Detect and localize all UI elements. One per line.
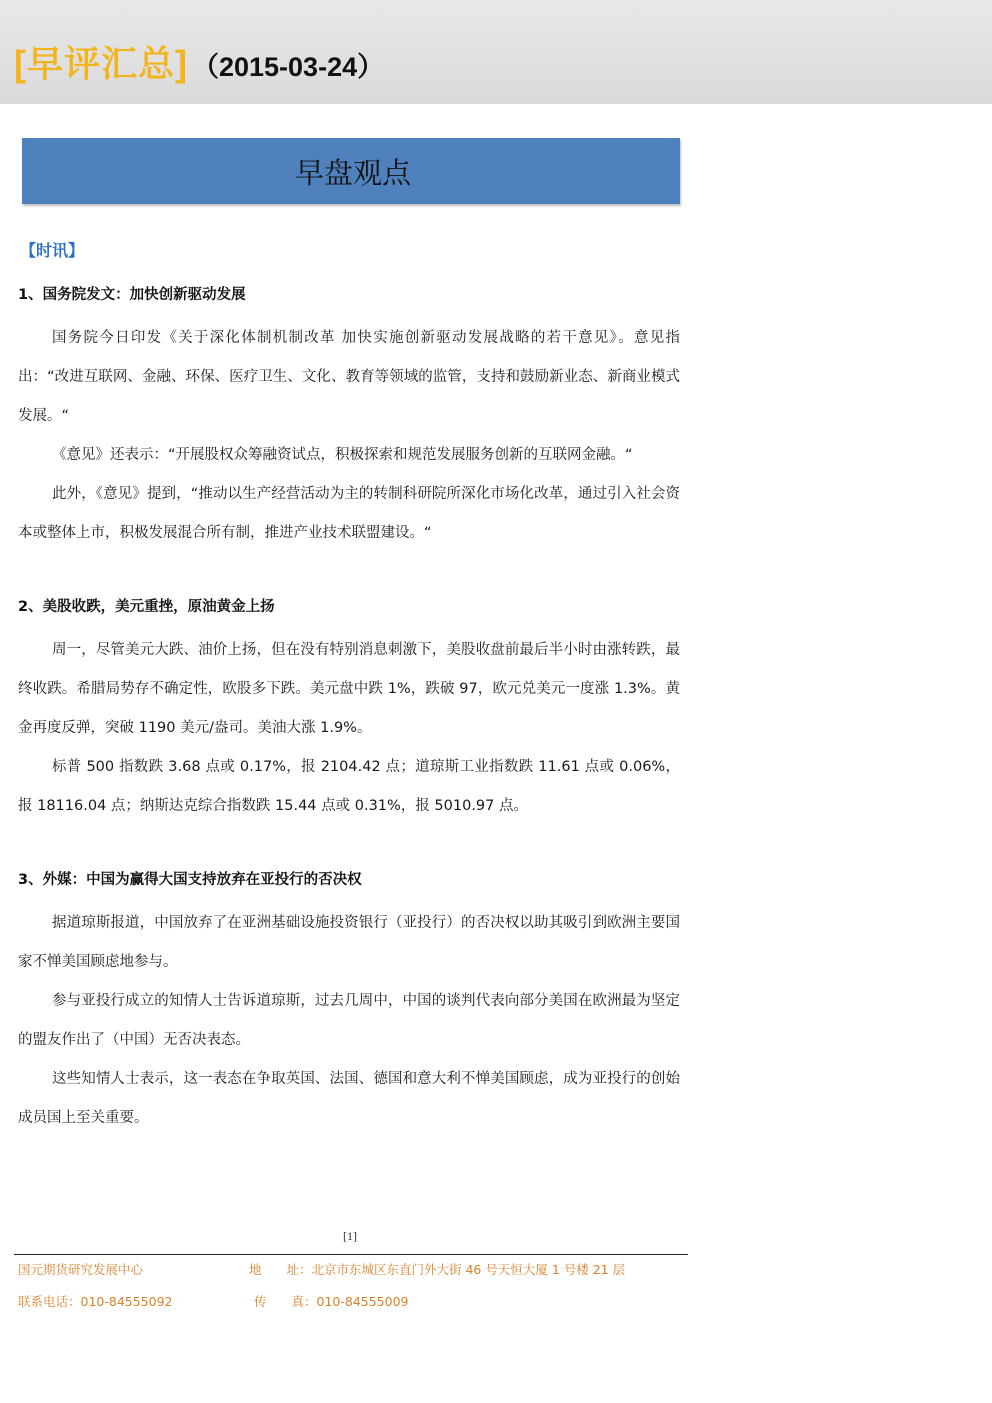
footer-fax: 传 真：010-84555009 xyxy=(254,1294,409,1309)
report-title xyxy=(14,36,384,87)
news-item xyxy=(18,592,680,826)
news-paragraph: 这些知情人士表示，这一表态在争取英国、法国、德国和意大利不惮美国顾虑，成为亚投行的创始成员国上至关重要。 xyxy=(18,1071,680,1126)
news-paragraph: 据道琼斯报道，中国放弃了在亚洲基础设施投资银行（亚投行）的否决权以助其吸引到欧洲主要国家不惮美国顾虑地参与。 xyxy=(18,915,680,970)
news-item xyxy=(18,865,680,1138)
page-number: [1] xyxy=(343,1229,357,1243)
header-band xyxy=(0,0,992,104)
report-date: （2015-03-24） xyxy=(191,52,385,82)
news-paragraph: 周一，尽管美元大跌、油价上扬，但在没有特别消息刺激下，美股收盘前最后半小时由涨转跌，最终收跌。希腊局势存不确定性，欧股多下跌。美元盘中跌 1%，跌破 97，欧元兑美元一度涨 1.3%。黄金再度反弹，突破 1190 美元/盎司。美油大涨 1.9%。 xyxy=(18,642,680,736)
news-heading: 2、美股收跌，美元重挫，原油黄金上扬 xyxy=(18,599,275,615)
news-item xyxy=(18,280,680,553)
news-heading: 1、国务院发文：加快创新驱动发展 xyxy=(18,287,246,303)
news-heading: 3、外媒：中国为赢得大国支持放弃在亚投行的否决权 xyxy=(18,872,362,888)
section-banner xyxy=(22,138,680,204)
news-paragraph: 国务院今日印发《关于深化体制机制改革 加快实施创新驱动发展战略的若干意见》。意见指出：“改进互联网、金融、环保、医疗卫生、文化、教育等领域的监管，支持和鼓励新业态、新商业模式发展。“ xyxy=(18,330,680,424)
section-spacer xyxy=(18,826,680,865)
news-paragraph: 此外，《意见》提到，“推动以生产经营活动为主的转制科研院所深化市场化改革，通过引入社会资本或整体上市，积极发展混合所有制，推进产业技术联盟建设。“ xyxy=(18,486,680,541)
footer-phone: 联系电话：010-84555092 xyxy=(18,1294,173,1309)
footer-address: 地 址：北京市东城区东直门外大街 46 号天恒大厦 1 号楼 21 层 xyxy=(249,1262,626,1277)
footer-org: 国元期货研究发展中心 xyxy=(18,1262,144,1277)
category-label: 【时讯】 xyxy=(20,241,85,260)
news-paragraph: 《意见》还表示：“开展股权众筹融资试点，积极探索和规范发展服务创新的互联网金融。“ xyxy=(52,447,633,463)
section-spacer xyxy=(18,553,680,592)
news-paragraph: 参与亚投行成立的知情人士告诉道琼斯，过去几周中，中国的谈判代表向部分美国在欧洲最为坚定的盟友作出了（中国）无否决表态。 xyxy=(18,993,680,1048)
news-paragraph: 标普 500 指数跌 3.68 点或 0.17%，报 2104.42 点；道琼斯工业指数跌 11.61 点或 0.06%，报 18116.04 点；纳斯达克综合指数跌 15.44 点或 0.31%，报 5010.97 点。 xyxy=(18,759,680,814)
news-content xyxy=(18,280,680,1138)
report-brand: [早评汇总] xyxy=(14,43,188,84)
footer-divider xyxy=(14,1254,688,1255)
section-title: 早盘观点 xyxy=(294,155,411,190)
